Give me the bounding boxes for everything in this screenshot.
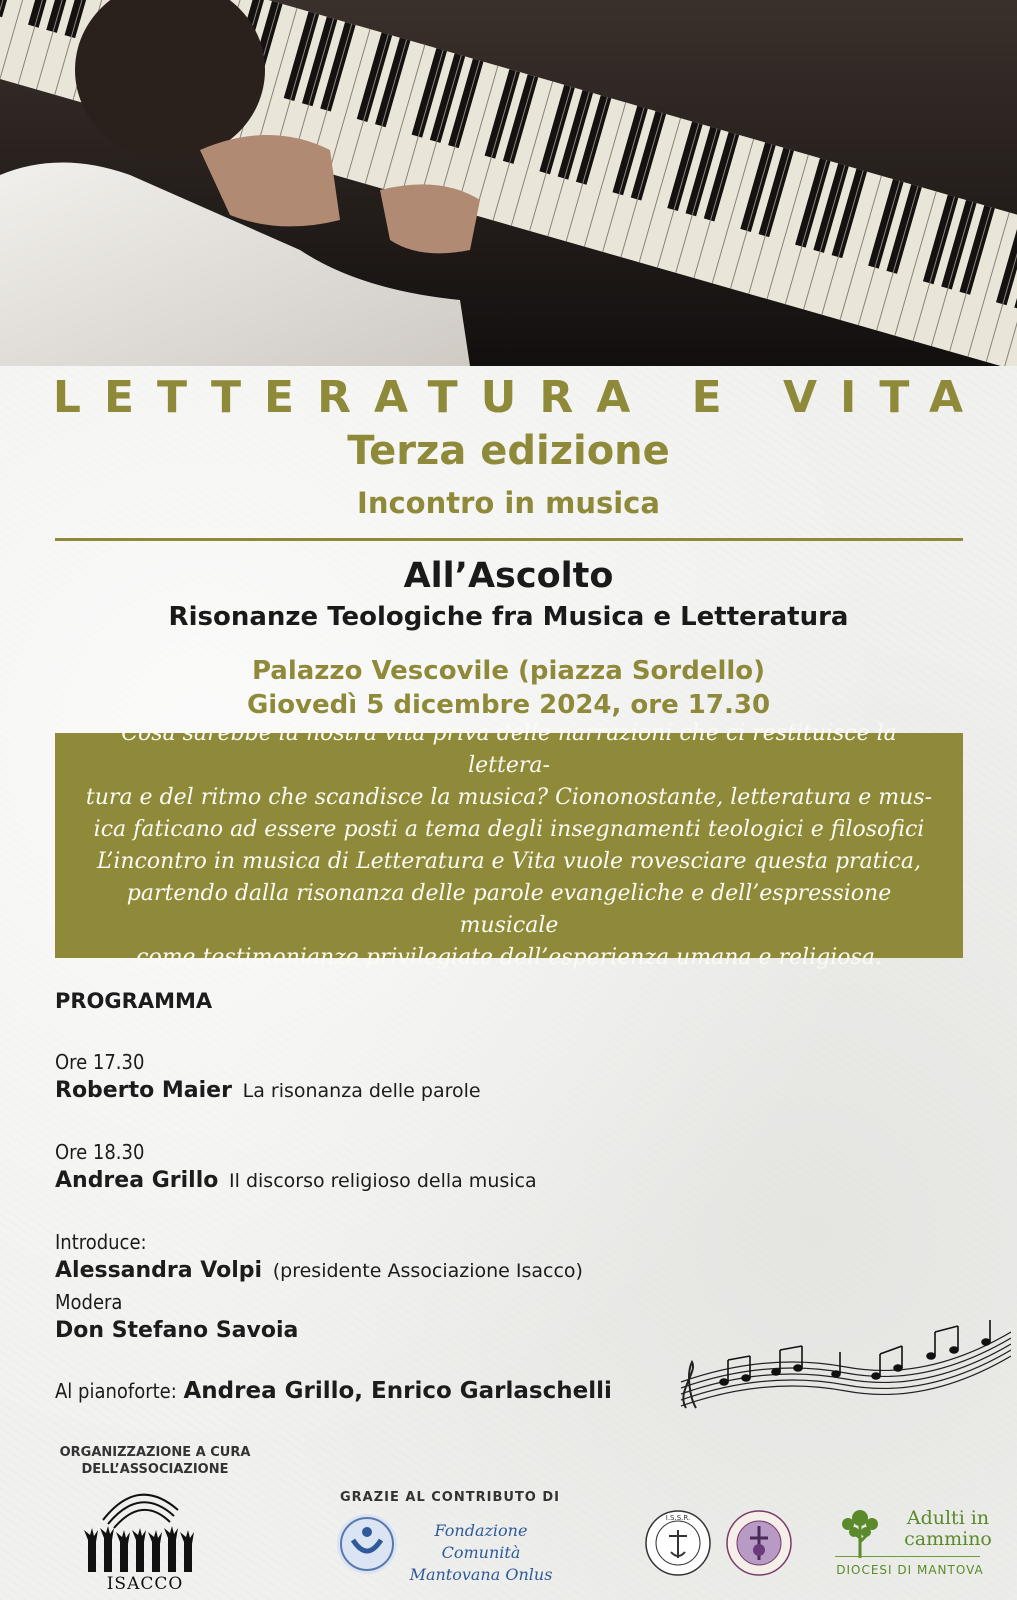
- quote-line: ica faticano ad essere posti a tema degli insegnamenti teologici e filosofici: [93, 816, 925, 842]
- partner-divider: [835, 1556, 980, 1557]
- quote-box: [55, 720, 963, 970]
- sponsor-caption: GRAZIE AL CONTRIBUTO DI: [339, 1490, 560, 1505]
- event-place: Palazzo Vescovile (piazza Sordello): [251, 656, 766, 686]
- page-title: LETTERATURA E VITA: [52, 372, 987, 423]
- hero-photo-piano: [0, 0, 1017, 366]
- quote-line: come testimonianze privilegiate dell’esperienza umana e religiosa.: [136, 944, 882, 970]
- piano-illustration: [0, 0, 1017, 366]
- diocese-seal: [724, 1508, 794, 1578]
- quote-line: Cosa sarebbe la nostra vita priva delle narrazioni che ci restituisce la lettera-: [121, 720, 897, 778]
- event-subtitle: Risonanze Teologiche fra Musica e Letteratura: [168, 602, 849, 632]
- introducer-name: Alessandra Volpi: [55, 1258, 263, 1283]
- pianist-names: Andrea Grillo, Enrico Garlaschelli: [183, 1378, 612, 1404]
- event-datetime: Giovedì 5 dicembre 2024, ore 17.30: [246, 690, 771, 720]
- seal-text: I.S.S.R.: [665, 1514, 691, 1522]
- isacco-name: ISACCO: [106, 1574, 184, 1594]
- isacco-logo: [78, 1480, 198, 1575]
- tree-icon: [836, 1504, 884, 1560]
- partner-subtitle: DIOCESI DI MANTOVA: [836, 1563, 984, 1577]
- organizer-caption: ORGANIZZAZIONE A CURA DELL’ASSOCIAZIONE: [59, 1445, 251, 1477]
- session-row: [55, 1168, 537, 1193]
- introduce-label: Introduce:: [55, 1230, 147, 1254]
- piano-label: Al pianoforte:: [55, 1379, 177, 1403]
- speaker-name: Roberto Maier: [55, 1078, 232, 1103]
- session-topic: Il discorso religioso della musica: [229, 1170, 537, 1192]
- moderator-name: Don Stefano Savoia: [55, 1318, 299, 1343]
- moderator-row: [55, 1318, 298, 1343]
- session-topic: La risonanza delle parole: [242, 1080, 481, 1102]
- session-time: Ore 18.30: [55, 1140, 145, 1164]
- music-staff-icon: [676, 1312, 1011, 1412]
- modera-label: Modera: [55, 1290, 123, 1314]
- session-time: Ore 17.30: [55, 1050, 145, 1074]
- quote-line: partendo dalla risonanza delle parole evangeliche e dell’espressione musicale: [126, 880, 892, 938]
- speaker-name: Andrea Grillo: [55, 1168, 219, 1193]
- quote-line: tura e del ritmo che scandisce la musica? Ciononostante, letteratura e mus-: [85, 784, 933, 810]
- subtitle-heading: Incontro in musica: [357, 486, 660, 520]
- introducer-role: (presidente Associazione Isacco): [272, 1260, 583, 1282]
- edition-heading: Terza edizione: [347, 428, 670, 474]
- event-title: All’Ascolto: [403, 556, 614, 596]
- event-location-block: [0, 654, 1017, 722]
- issr-seal: [643, 1508, 713, 1578]
- program-heading: PROGRAMMA: [55, 989, 213, 1013]
- fondazione-name: Fondazione Comunità Mantovana Onlus: [409, 1521, 553, 1584]
- introduce-row: [55, 1258, 583, 1283]
- quote-text: [77, 718, 941, 974]
- fondazione-logo: [335, 1512, 399, 1576]
- paper-background: [0, 366, 1017, 1600]
- divider-line: [55, 538, 963, 541]
- piano-row: [55, 1378, 612, 1404]
- session-row: [55, 1078, 481, 1103]
- partner-name: Adulti in cammino: [904, 1507, 992, 1550]
- quote-line: L’incontro in musica di Letteratura e Vita vuole rovesciare questa pratica,: [97, 848, 921, 874]
